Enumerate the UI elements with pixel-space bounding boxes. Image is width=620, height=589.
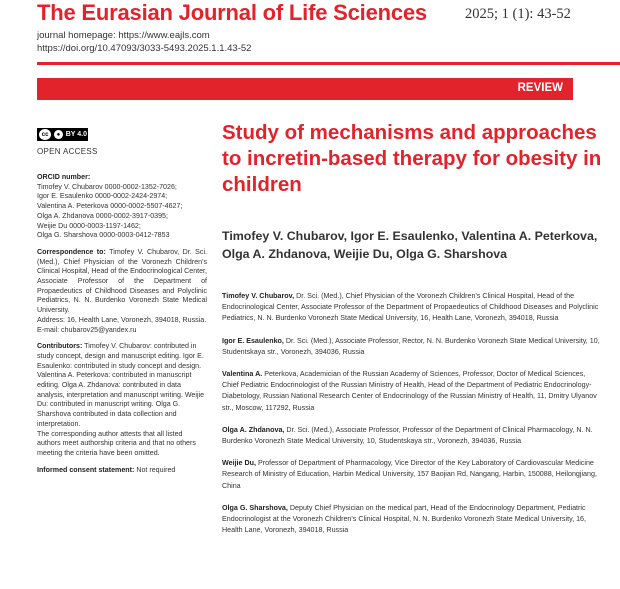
- person-icon: ●: [54, 130, 62, 139]
- correspondence-section: [37, 248, 207, 335]
- affiliation-item: [222, 336, 600, 358]
- affiliation-name: Olga A. Zhdanova,: [222, 425, 285, 434]
- affiliation-text: Dr. Sci. (Med.), Chief Physician of the Voronezh Children's Clinical Hospital, Head of the Endocrinological Center, Associate Professor of the Department of Propaedeutics of Childhood Diseases and Polyclinic Pediatrics, N. N. Burdenko Voronezh State Medical University, 16, Health Lane, Voronezh, 394018, Russia: [222, 292, 599, 323]
- contributors-text: Timofey V. Chubarov: contributed in study concept, design and manuscript editing. Igor E. Esaulenko: contributed in study concept and design. Valentina A. Peterkova: contributed in manuscript editing. Olga A. Zhdanova: contributed in data analysis, interpretation and manuscript writing. Weijie Du: contributed in manuscript writing. Olga G. Sharshova contributed in data collection and interpretation.: [37, 342, 205, 428]
- affiliation-item: [222, 503, 600, 537]
- article-title: Study of mechanisms and approaches to incretin-based therapy for obesity in children: [222, 121, 602, 196]
- header-divider: [37, 62, 620, 65]
- orcid-line[interactable]: Weijie Du 0000-0003-1197-1462;: [37, 221, 141, 230]
- correspondence-text: Timofey V. Chubarov, Dr. Sci. (Med.), Chief Physician of the Voronezh Children's Clinical Hospital, Head of the Endocrinological Center, Associate Professor of the Department of Propaedeutics of Childhood Diseases and Polyclinic Pediatrics, N. N. Burdenko Voronezh State Medical University.: [37, 247, 207, 315]
- cc-icon: cc: [39, 129, 51, 140]
- consent-text: Not required: [136, 465, 176, 474]
- affiliation-text: Dr. Sci. (Med.), Associate Professor, Rector, N. N. Burdenko Voronezh State Medical University, 10, Studentskaya str., Voronezh, 394036, Russia: [222, 336, 600, 356]
- affiliation-item: [222, 291, 600, 325]
- affiliation-name: Igor E. Esaulenko,: [222, 336, 284, 345]
- article-type-label: REVIEW: [517, 82, 563, 94]
- orcid-line[interactable]: Igor E. Esaulenko 0000-0002-2424-2974;: [37, 192, 168, 201]
- affiliation-item: [222, 458, 600, 492]
- consent-title: Informed consent statement:: [37, 465, 135, 474]
- journal-homepage-link[interactable]: journal homepage: https://www.eajls.com: [37, 30, 210, 41]
- correspondence-title: Correspondence to:: [37, 247, 106, 256]
- affiliation-text: Professor of Department of Pharmacology, Vice Director of the Key Laboratory of Cardiovascular Medicine Research of Ministry of Education, Harbin Medical University, 157 Baojian Rd, Nangang, Harbin, 150088, Heilongjiang, China: [222, 459, 597, 490]
- citation: 2025; 1 (1): 43-52: [465, 6, 571, 22]
- affiliation-item: [222, 369, 600, 414]
- correspondence-email[interactable]: E-mail: chubarov25@yandex.ru: [37, 325, 137, 334]
- affiliation-name: Valentina A.: [222, 370, 263, 379]
- orcid-line[interactable]: Valentina A. Peterkova 0000-0002-5507-4627;: [37, 202, 183, 211]
- orcid-section: [37, 173, 207, 241]
- affiliation-item: [222, 425, 600, 447]
- affiliation-name: Timofey V. Chubarov,: [222, 292, 295, 300]
- journal-title: The Eurasian Journal of Life Sciences: [37, 0, 427, 25]
- cc-license-text: BY 4.0: [65, 131, 87, 138]
- affiliation-name: Weijie Du,: [222, 459, 256, 468]
- sidebar: [37, 173, 207, 482]
- orcid-line[interactable]: Timofey V. Chubarov 0000-0002-1352-7026;: [37, 182, 177, 191]
- correspondence-address: Address: 16, Health Lane, Voronezh, 394018, Russia.: [37, 315, 207, 324]
- contributors-title: Contributors:: [37, 342, 83, 351]
- attestation-text: The corresponding author attests that all listed authors meet authorship criteria and that no others meeting the criteria have been omitted.: [37, 429, 196, 457]
- orcid-title: ORCID number:: [37, 173, 91, 181]
- affiliation-text: Dr. Sci. (Med.), Associate Professor, Professor of the Department of Clinical Pharmacology, N. N. Burdenko Voronezh State Medical University, 10, Studentskaya str., Voronezh, 394036, Russia: [222, 425, 593, 446]
- open-access-label: OPEN ACCESS: [37, 147, 98, 156]
- consent-section: [37, 466, 207, 476]
- article-type-band: [37, 78, 573, 100]
- contributors-section: [37, 342, 207, 458]
- affiliation-text: Peterkova, Academician of the Russian Academy of Sciences, Professor, Doctor of Medical Sciences, Chief Pediatric Endocrinologist of the Russian Ministry of Health, Head of the Department of Pediatric Endocrinology-Diabetology, Russian National Research Center of Endocrinology of the Russian Ministry of Health, 11, Dmitry Ulyanov str., Moscow, 117292, Russia: [222, 370, 597, 412]
- affiliation-text: Deputy Chief Physician on the medical part, Head of the Endocrinology Department, Pediatric Endocrinologist at the Voronezh Children's Clinical Hospital, N. N. Burdenko Voronezh State Medical University, 16, Health Lane, Voronezh, 394018, Russia: [222, 503, 586, 535]
- cc-license-badge[interactable]: [37, 128, 88, 141]
- affiliations: [222, 291, 600, 547]
- orcid-line[interactable]: Olga G. Sharshova 0000-0003-0412-7853: [37, 231, 170, 240]
- author-list: Timofey V. Chubarov, Igor E. Esaulenko, Valentina A. Peterkova, Olga A. Zhdanova, Weijie Du, Olga G. Sharshova: [222, 229, 598, 261]
- doi-link[interactable]: https://doi.org/10.47093/3033-5493.2025.1.1.43-52: [37, 43, 252, 54]
- affiliation-name: Olga G. Sharshova,: [222, 503, 288, 512]
- orcid-line[interactable]: Olga A. Zhdanova 0000-0002-3917-0395;: [37, 211, 168, 220]
